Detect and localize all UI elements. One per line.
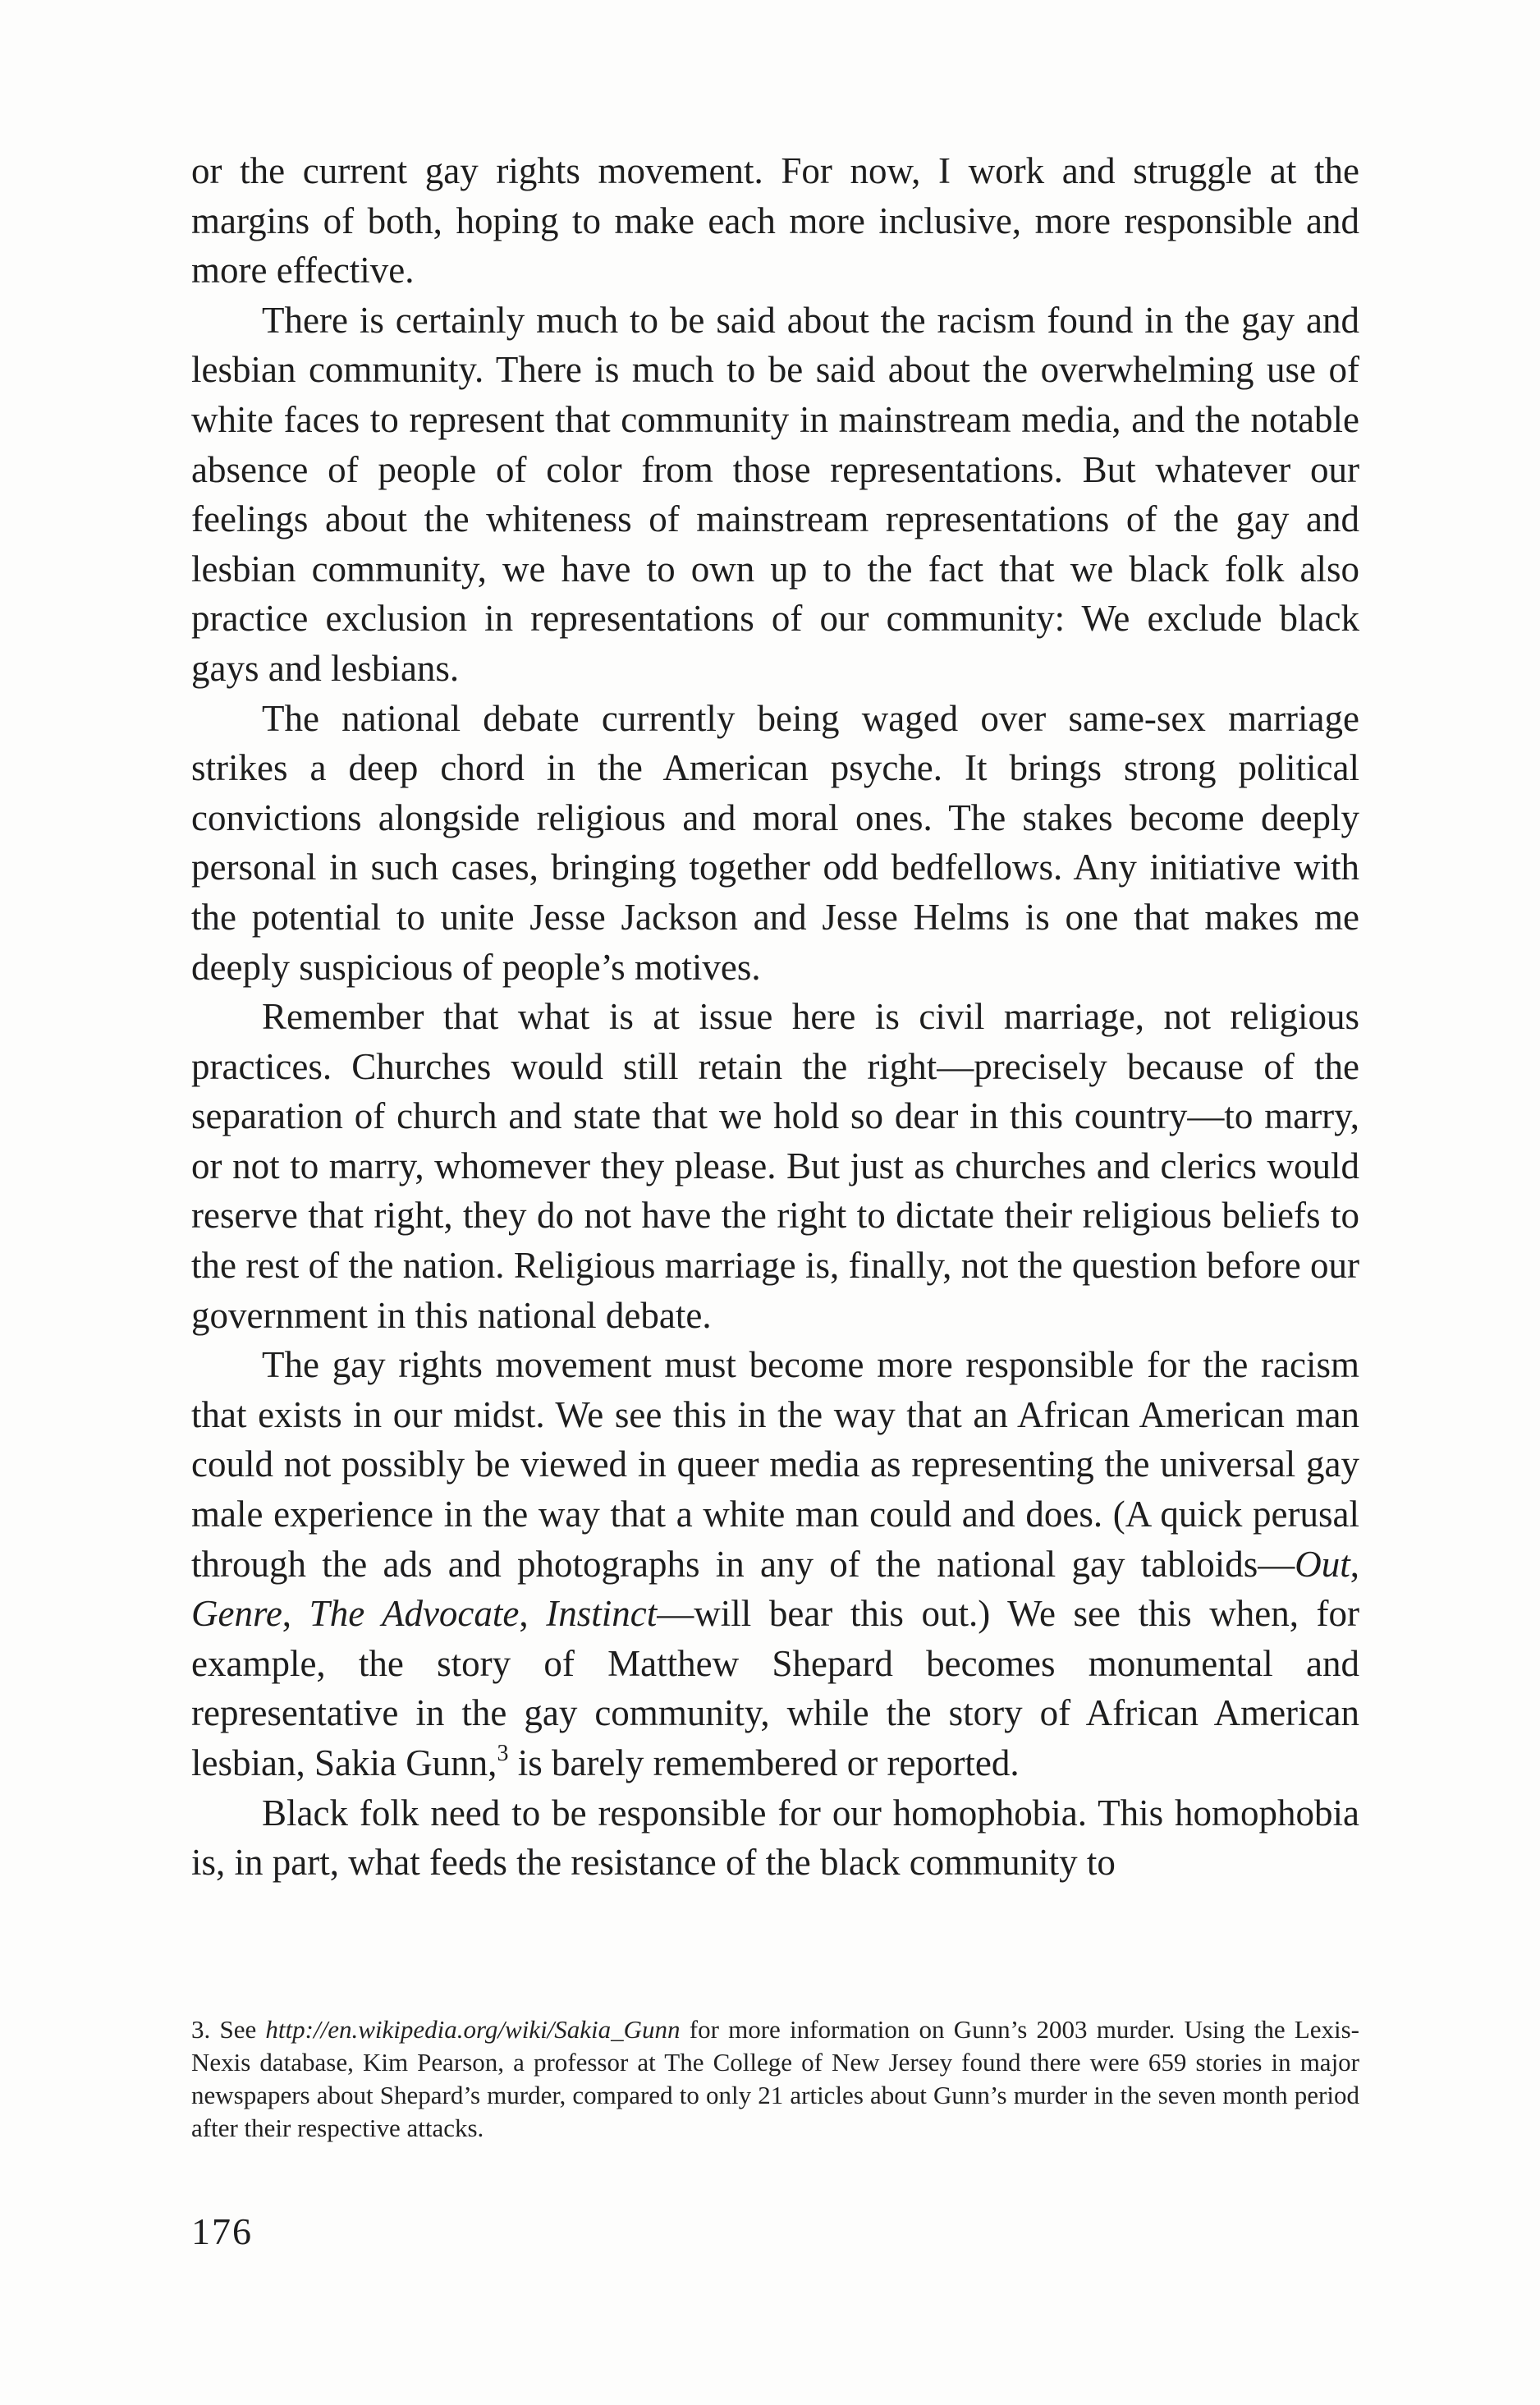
paragraph-5 bbox=[191, 1340, 1359, 1788]
footnote-number: 3. bbox=[191, 2015, 211, 2044]
footnote-lead: See bbox=[210, 2015, 266, 2044]
footnote-3 bbox=[191, 2013, 1359, 2145]
tabloid-title-out: Out bbox=[1295, 1543, 1350, 1585]
separator: , bbox=[1350, 1543, 1359, 1585]
separator: , bbox=[519, 1593, 547, 1635]
page-number: 176 bbox=[191, 2210, 253, 2252]
paragraph-3: The national debate currently being waged over same-sex marriage strikes a deep chord in the American psyche. It brings strong political convictions alongside religious and moral ones. The stakes become deeply personal in such cases, bringing together odd bedfellows. Any initiative with the potential to unite Jesse Jackson and Jesse Helms is one that makes me deeply suspicious of people’s motives. bbox=[191, 697, 1359, 988]
footnote-text: for more information on Gunn’s 2003 murder. Using the Lexis-Nexis database, Kim Pearson, a professor at The College of New Jersey found there were 659 stories in major newspapers about Shepard’s murder, compared to only 21 articles about Gunn’s murder in the seven month period after their respective attacks. bbox=[191, 2015, 1360, 2142]
paragraph-2: There is certainly much to be said about the racism found in the gay and lesbian community. There is much to be said about the overwhelming use of white faces to represent that community in mainstream media, and the notable absence of people of color from those representations. But whatever our feelings about the whiteness of mainstream representations of the gay and lesbian community, we have to own up to the fact that we black folk also practice exclusion in representations of our community: We exclude black gays and lesbians. bbox=[191, 299, 1359, 689]
paragraph-4: Remember that what is at issue here is civil marriage, not religious practices. Churches would still retain the right—precisely because of the separation of church and state that we hold so dear in this country—to marry, or not to marry, whomever they please. But just as churches and clerics would reserve that right, they do not have the right to dictate their religious beliefs to the rest of the nation. Religious marriage is, finally, not the question before our government in this national debate. bbox=[191, 996, 1359, 1336]
body-text bbox=[191, 146, 1359, 1888]
footnotes bbox=[191, 2013, 1359, 2145]
separator: , bbox=[282, 1593, 309, 1635]
paragraph-1: or the current gay rights movement. For now, I work and struggle at the margins of both, hoping to make each more inclusive, more responsible and more effective. bbox=[191, 150, 1359, 291]
tabloid-title-genre: Genre bbox=[191, 1593, 282, 1635]
tabloid-title-instinct: Instinct bbox=[546, 1593, 658, 1635]
paragraph-6: Black folk need to be responsible for our homophobia. This homophobia is, in part, what feeds the resistance of the black community to bbox=[191, 1792, 1359, 1884]
footnote-url-link[interactable]: http://en.wikipedia.org/wiki/Sakia_Gunn bbox=[265, 2015, 681, 2044]
tabloid-title-advocate: The Advocate bbox=[309, 1593, 520, 1635]
paragraph-5-part-3: is barely remembered or reported. bbox=[508, 1742, 1020, 1783]
paragraph-5-part-1: The gay rights movement must become more responsible for the racism that exists in our midst. We see this in the way that an African American man could not possibly be viewed in queer media as representing the universal gay male experience in the way that a white man could and does. (A quick perusal through the ads and photographs in any of the national gay tabloids— bbox=[191, 1344, 1359, 1585]
paragraph-5-part-2: —will bear this out.) We see this when, for example, the story of Matthew Shepard becomes monumental and representative in the gay community, while the story of African American lesbian, Sakia Gunn, bbox=[191, 1593, 1360, 1783]
footnote-reference[interactable]: 3 bbox=[497, 1741, 509, 1766]
